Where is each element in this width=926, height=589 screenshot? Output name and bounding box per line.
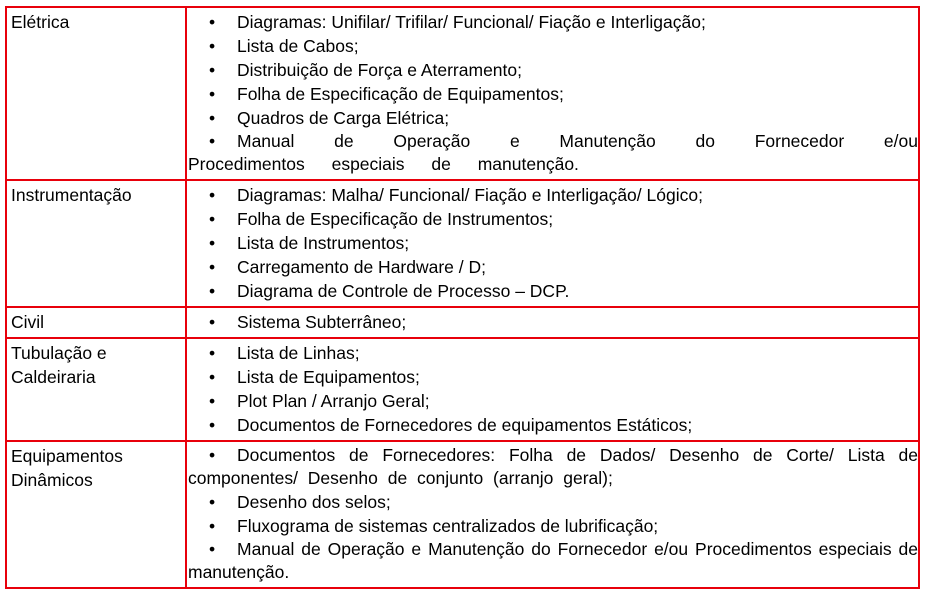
table-row-eletrica xyxy=(6,7,919,180)
list-item xyxy=(188,82,918,106)
list-item-text: Documentos de Fornecedores de equipamentos Estáticos; xyxy=(237,415,693,435)
list-item xyxy=(188,490,918,514)
document-deliverables-table xyxy=(5,6,920,589)
list-item xyxy=(188,365,918,389)
bullet-icon: • xyxy=(209,343,216,363)
list-item xyxy=(188,310,918,334)
bullet-icon: • xyxy=(209,516,216,536)
list-item xyxy=(188,538,918,584)
list-item-text: Desenho dos selos; xyxy=(237,492,391,512)
items-cell xyxy=(186,338,919,441)
list-item-text: Lista de Cabos; xyxy=(237,36,359,56)
category-label: Instrumentação xyxy=(11,185,132,205)
list-item-text: Lista de Linhas; xyxy=(237,343,360,363)
list-item-text: Lista de Instrumentos; xyxy=(237,233,410,253)
list-item xyxy=(188,10,918,34)
bullet-icon: • xyxy=(209,36,216,56)
list-item-text: Manual de Operação e Manutenção do Fornecedor e/ou Procedimentos especiais de manutenção. xyxy=(188,131,918,174)
bullet-icon: • xyxy=(209,60,216,80)
category-label: Civil xyxy=(11,312,45,332)
bullet-icon: • xyxy=(209,257,216,277)
items-cell xyxy=(186,180,919,307)
bullet-icon: • xyxy=(209,185,216,205)
list-item-text: Lista de Equipamentos; xyxy=(237,367,420,387)
list-item xyxy=(188,231,918,255)
bullet-icon: • xyxy=(209,539,216,559)
bullet-icon: • xyxy=(209,415,216,435)
category-cell xyxy=(6,441,186,588)
bullet-icon: • xyxy=(209,84,216,104)
list-item-text: Manual de Operação e Manutenção do Fornecedor e/ou Procedimentos especiais de manutenção. xyxy=(188,539,918,582)
list-item xyxy=(188,514,918,538)
category-label-line: Tubulação e xyxy=(11,343,107,363)
category-cell xyxy=(6,338,186,441)
item-list xyxy=(188,10,918,176)
list-item-text: Documentos de Fornecedores: Folha de Dados/ Desenho de Corte/ Lista de componentes/ Desenho de conjunto (arranjo geral); xyxy=(188,445,918,488)
list-item xyxy=(188,279,918,303)
list-item-text: Sistema Subterrâneo; xyxy=(237,312,407,332)
list-item xyxy=(188,183,918,207)
list-item xyxy=(188,389,918,413)
item-list xyxy=(188,310,918,334)
list-item xyxy=(188,413,918,437)
list-item-text: Diagrama de Controle de Processo – DCP. xyxy=(237,281,570,301)
bullet-icon: • xyxy=(209,12,216,32)
item-list xyxy=(188,183,918,303)
items-cell xyxy=(186,441,919,588)
bullet-icon: • xyxy=(209,492,216,512)
list-item-text: Distribuição de Força e Aterramento; xyxy=(237,60,522,80)
category-label: Elétrica xyxy=(11,12,70,32)
table-row-tubulacao xyxy=(6,338,919,441)
category-cell xyxy=(6,307,186,338)
items-cell xyxy=(186,307,919,338)
list-item xyxy=(188,58,918,82)
bullet-icon: • xyxy=(209,108,216,128)
item-list xyxy=(188,444,918,584)
category-label-line: Equipamentos xyxy=(11,446,123,466)
table-row-instrumentacao xyxy=(6,180,919,307)
category-cell xyxy=(6,7,186,180)
list-item xyxy=(188,207,918,231)
list-item-text: Folha de Especificação de Equipamentos; xyxy=(237,84,564,104)
list-item-text: Diagramas: Malha/ Funcional/ Fiação e Interligação/ Lógico; xyxy=(237,185,703,205)
list-item xyxy=(188,106,918,130)
table-row-equipamentos-dinamicos xyxy=(6,441,919,588)
bullet-icon: • xyxy=(209,445,216,465)
bullet-icon: • xyxy=(209,367,216,387)
list-item-text: Carregamento de Hardware / D; xyxy=(237,257,486,277)
category-cell xyxy=(6,180,186,307)
category-label-line: Dinâmicos xyxy=(11,470,93,490)
bullet-icon: • xyxy=(209,281,216,301)
bullet-icon: • xyxy=(209,233,216,253)
list-item xyxy=(188,341,918,365)
list-item-text: Folha de Especificação de Instrumentos; xyxy=(237,209,554,229)
list-item-text: Quadros de Carga Elétrica; xyxy=(237,108,450,128)
list-item-text: Diagramas: Unifilar/ Trifilar/ Funcional/ Fiação e Interligação; xyxy=(237,12,706,32)
list-item xyxy=(188,130,918,176)
bullet-icon: • xyxy=(209,209,216,229)
bullet-icon: • xyxy=(209,312,216,332)
bullet-icon: • xyxy=(209,131,216,151)
list-item xyxy=(188,34,918,58)
items-cell xyxy=(186,7,919,180)
table-row-civil xyxy=(6,307,919,338)
item-list xyxy=(188,341,918,437)
list-item xyxy=(188,255,918,279)
list-item xyxy=(188,444,918,490)
bullet-icon: • xyxy=(209,391,216,411)
list-item-text: Fluxograma de sistemas centralizados de lubrificação; xyxy=(237,516,659,536)
category-label-line: Caldeiraria xyxy=(11,367,96,387)
list-item-text: Plot Plan / Arranjo Geral; xyxy=(237,391,430,411)
